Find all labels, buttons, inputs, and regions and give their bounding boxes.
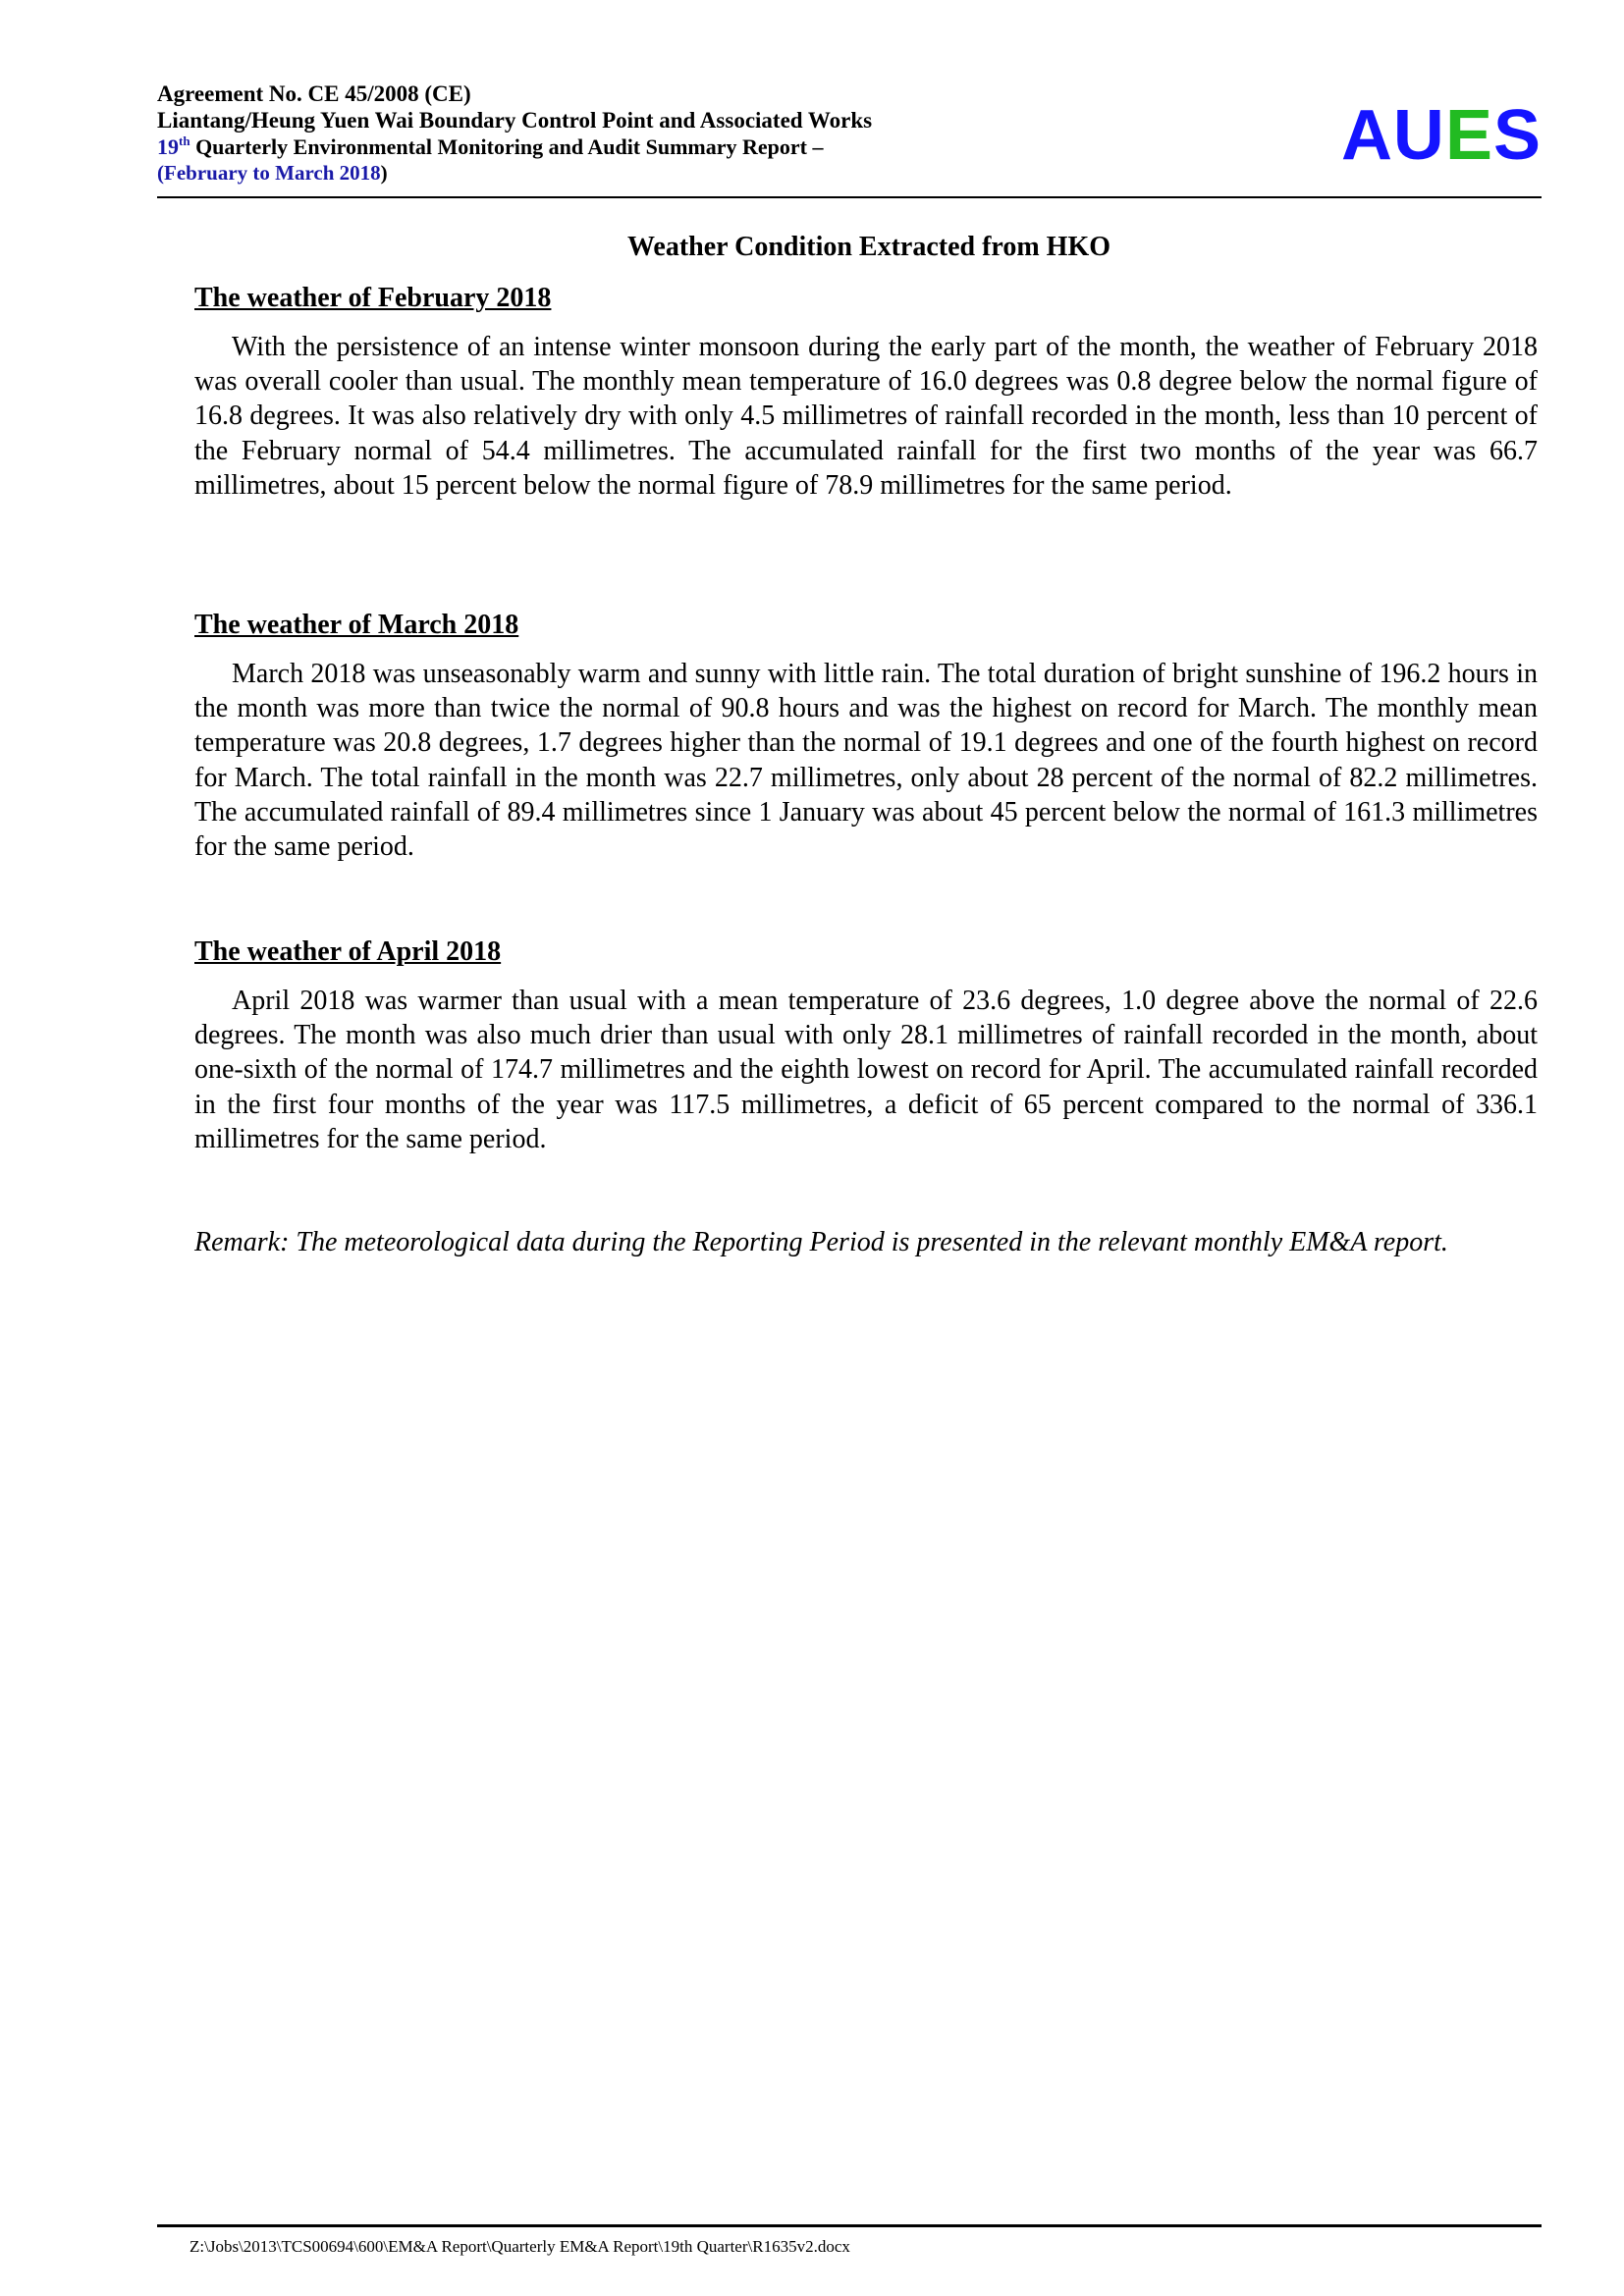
project-title: Liantang/Heung Yuen Wai Boundary Control Point and Associated Works [157,108,873,133]
section-march [194,608,1538,864]
section-heading: The weather of February 2018 [194,283,552,313]
section-body: April 2018 was warmer than usual with a mean temperature of 23.6 degrees, 1.0 degree above the normal of 22.6 degrees. The month was also much drier than usual with only 28.1 millimetres of rainfall recorded in the month, about one-sixth of the normal of 174.7 millimetres and the eighth lowest on record for April. The accumulated rainfall recorded in the first four months of the year was 117.5 millimetres, a deficit of 65 percent compared to the normal of 336.1 millimetres for the same period. [194,986,1538,1154]
header-divider [157,196,1542,198]
footer-divider [157,2224,1542,2227]
report-title [157,133,1542,160]
report-title-text: Quarterly Environmental Monitoring and Audit Summary Report – [189,134,824,159]
section-april [194,934,1538,1156]
file-path-footer: Z:\Jobs\2013\TCS00694\600\EM&A Report\Quarterly EM&A Report\19th Quarter\R1635v2.docx [189,2237,850,2256]
section-heading: The weather of April 2018 [194,936,502,967]
section-body: March 2018 was unseasonably warm and sunny with little rain. The total duration of bright sunshine of 196.2 hours in the month was more than twice the normal of 90.8 hours and was the highest on record for March. The monthly mean temperature was 20.8 degrees, 1.7 degrees higher than the normal of 19.1 degrees and one of the fourth highest on record for March. The total rainfall in the month was 22.7 millimetres, only about 28 percent of the normal of 82.2 millimetres. The accumulated rainfall of 89.4 millimetres since 1 January was about 45 percent below the normal of 161.3 millimetres for the same period. [194,659,1538,863]
logo-part-e: E [1444,96,1493,175]
logo-part-s: S [1492,96,1542,175]
logo-part-au: AU [1340,96,1445,175]
quarter-suffix: th [179,133,190,148]
quarter-number: 19 [157,134,179,159]
aues-logo [1340,96,1542,175]
report-header [157,80,1542,187]
page-title: Weather Condition Extracted from HKO [626,232,1111,262]
section-february [194,281,1538,503]
period-close-paren: ) [380,161,388,185]
period-open-paren: ( [157,161,164,185]
section-body: With the persistence of an intense winter monsoon during the early part of the month, the weather of February 2018 was overall cooler than usual. The monthly mean temperature of 16.0 degrees was 0.8 degree below the normal figure of 16.8 degrees. It was also relatively dry with only 4.5 millimetres of rainfall recorded in the month, less than 10 percent of the February normal of 54.4 millimetres. The accumulated rainfall for the first two months of the year was 66.7 millimetres, about 15 percent below the normal figure of 78.9 millimetres for the same period. [194,332,1538,501]
agreement-number: Agreement No. CE 45/2008 (CE) [157,81,471,106]
remark-note: Remark: The meteorological data during the Reporting Period is presented in the relevant monthly EM&A report. [194,1227,1448,1257]
report-period [157,160,1542,187]
period-text: February to March 2018 [164,161,381,185]
section-heading: The weather of March 2018 [194,610,519,640]
